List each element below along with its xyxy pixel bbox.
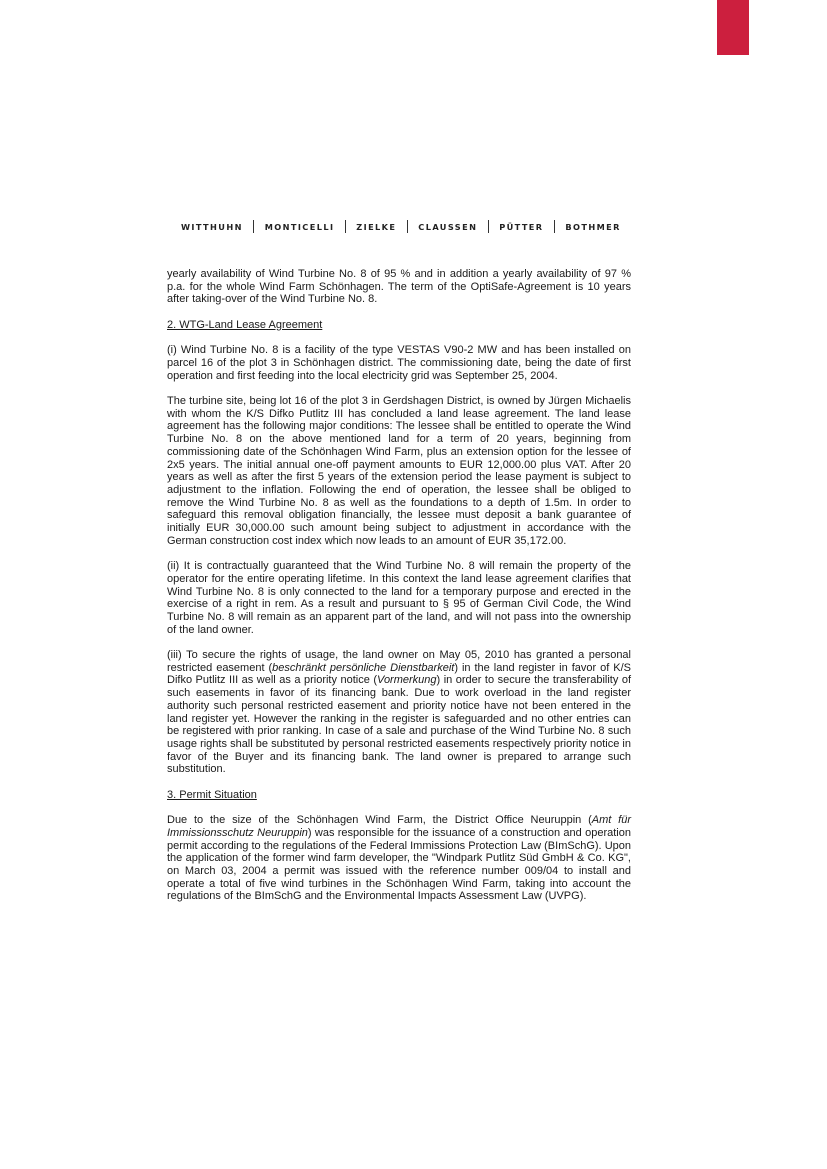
text-segment: (iii) To secure the rights of usage, the land owner on May 05, 2010 has granted a personal restricted easement ( bbox=[167, 649, 631, 674]
paragraph-permit-situation bbox=[167, 814, 631, 903]
section-heading-land-lease: 2. WTG-Land Lease Agreement bbox=[167, 318, 323, 331]
text-segment: Due to the size of the Schönhagen Wind Farm, the District Office Neuruppin ( bbox=[167, 814, 592, 827]
paragraph-turbine-facility: (i) Wind Turbine No. 8 is a facility of the type VESTAS V90-2 MW and has been installed on parcel 16 of the plot 3 in Schönhagen district. The commissioning date, being the date of first operation and first feeding into the local electricity grid was September 25, 2004. bbox=[167, 344, 631, 382]
german-term: Vormerkung bbox=[377, 674, 437, 687]
section-heading-permit: 3. Permit Situation bbox=[167, 788, 257, 801]
german-term: beschränkt persönliche Dienstbarkeit bbox=[272, 661, 455, 674]
german-term: Amt für Immissionsschutz Neuruppin bbox=[167, 814, 631, 839]
letterhead-divider bbox=[407, 220, 408, 233]
text-segment: ) in the land register in favor of K/S Difko Putlitz III as well as a priority notice ( bbox=[167, 661, 631, 687]
text-segment: ) in order to secure the transferability of such easements in favor of its financing bank. Due to work overload in the land register authority such personal restricted easement and priority notice have not been entered in the land register yet. However the ranking in the register is safeguarded and no other entries can be registered with prior ranking. In case of a sale and purchase of the Wind Turbine No. 8 such usage rights shall be substituted by personal restricted easements respectively priority notice in favor of the Buyer and its financing bank. The land owner is prepared to arrange such substitution. bbox=[167, 674, 632, 776]
text-segment: ) was responsible for the issuance of a construction and operation permit according to the regulations of the Federal Immissions Protection Law (BImSchG). Upon the application of the former wind farm developer, the "Windpark Putlitz Süd GmbH & Co. KG", on March 03, 2004 a permit was issued with the reference number 009/04 to install and operate a total of five wind turbines in the Schönhagen Wind Farm, taking into account the regulations of the BImSchG and the Environmental Impacts Assessment Law (UVPG). bbox=[167, 826, 631, 903]
partner-name: MONTICELLI bbox=[264, 221, 335, 232]
partner-name: ZIELKE bbox=[356, 221, 397, 232]
letterhead-divider bbox=[554, 220, 555, 233]
letterhead-divider bbox=[488, 220, 489, 233]
partner-name: BOTHMER bbox=[565, 221, 621, 232]
letterhead-partners bbox=[181, 220, 621, 233]
letterhead-divider bbox=[253, 220, 254, 233]
paragraph-property-guarantee: (ii) It is contractually guaranteed that the Wind Turbine No. 8 will remain the property of the operator for the entire operating lifetime. In this context the land lease agreement clarifies that Wind Turbine No. 8 is only connected to the land for a temporary purpose and erected in the exercise of a right in rem. As a result and pursuant to § 95 of German Civil Code, the Wind Turbine No. 8 will remain as an apparent part of the land, and will not pass into the ownership of the land owner. bbox=[167, 560, 631, 636]
partner-name: PÜTTER bbox=[499, 221, 544, 232]
partner-name: CLAUSSEN bbox=[418, 221, 478, 232]
paragraph-usage-rights bbox=[167, 649, 631, 776]
partner-name: WITTHUHN bbox=[181, 221, 243, 232]
paragraph-optisafe-term: yearly availability of Wind Turbine No. 8 of 95 % and in addition a yearly availability of 97 % p.a. for the whole Wind Farm Schönhagen. The term of the OptiSafe-Agreement is 10 years after taking-over of the Wind Turbine No. 8. bbox=[167, 268, 631, 306]
letterhead-divider bbox=[345, 220, 346, 233]
brand-color-tab bbox=[717, 0, 749, 55]
paragraph-turbine-site: The turbine site, being lot 16 of the plot 3 in Gerdshagen District, is owned by Jürgen Michaelis with whom the K/S Difko Putlitz III has concluded a land lease agreement. The land lease agreement has the following major conditions: The lessee shall be entitled to operate the Wind Turbine No. 8 on the above mentioned land for a term of 20 years, beginning from commissioning date of the Schönhagen Wind Farm, plus an extension option for the lessee of 2x5 years. The initial annual one-off payment amounts to EUR 12,000.00 plus VAT. After 20 years as well as after the first 5 years of the extension period the lease payment is subject to adjustment to the inflation. Following the end of operation, the lessee shall be obliged to remove the Wind Turbine No. 8 as well as the foundations to a depth of 1.5m. In order to safeguard this removal obligation financially, the lessee must deposit a bank guarantee of initially EUR 30,000.00 such amount being subject to adjustment in accordance with the German construction cost index which now leads to an amount of EUR 35,172.00. bbox=[167, 394, 631, 547]
document-body bbox=[167, 268, 631, 903]
